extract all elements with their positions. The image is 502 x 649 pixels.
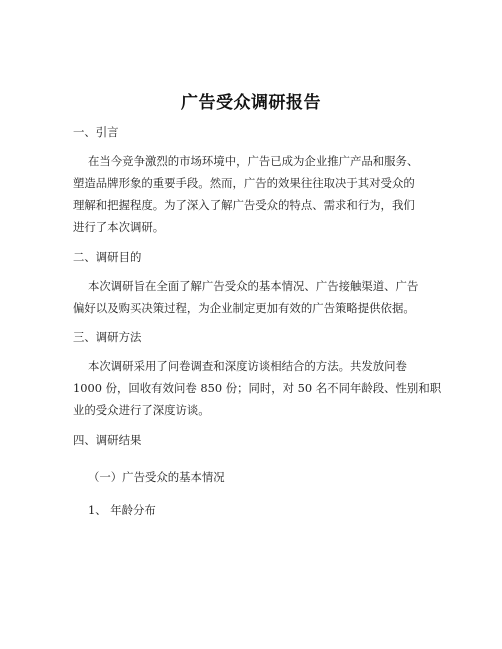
paragraph-line: 本次调研旨在全面了解广告受众的基本情况、广告接触渠道、广告 [88, 279, 419, 293]
paragraph-line: 理解和把握程度。为了深入了解广告受众的特点、需求和行为，我们 [73, 198, 415, 212]
paragraph-line: 1000 份，回收有效问卷 850 份；同时，对 50 名不同年龄段、性别和职 [73, 381, 442, 395]
section-heading-purpose [73, 246, 439, 268]
subheading-audience-basics [73, 466, 439, 488]
paragraph-line: 进行了本次调研。 [73, 220, 165, 234]
heading-text: 四、调研结果 [73, 433, 142, 447]
item-text: 1、 年龄分布 [88, 503, 156, 517]
heading-text: 一、引言 [73, 125, 119, 139]
document-title: 广告受众调研报告 [181, 93, 321, 113]
paragraph-line: 偏好以及购买决策过程，为企业制定更加有效的广告策略提供依据。 [73, 301, 415, 315]
subheading-text: （一）广告受众的基本情况 [88, 470, 225, 484]
heading-text: 二、调研目的 [73, 250, 142, 264]
paragraph-line: 塑造品牌形象的重要手段。然而，广告的效果往往取决于其对受众的 [73, 176, 415, 190]
purpose-paragraph [73, 275, 439, 319]
paragraph-line: 业的受众进行了深度访谈。 [73, 403, 210, 417]
section-heading-method [73, 326, 439, 348]
item-age-distribution [73, 499, 439, 521]
paragraph-line: 本次调研采用了问卷调查和深度访谈相结合的方法。共发放问卷 [88, 359, 407, 373]
section-heading-introduction [73, 121, 439, 143]
method-paragraph [73, 355, 442, 421]
section-heading-results [73, 429, 439, 451]
heading-text: 三、调研方法 [73, 330, 142, 344]
paragraph-line: 在当今竞争激烈的市场环境中，广告已成为企业推广产品和服务、 [88, 154, 419, 168]
introduction-paragraph [73, 150, 439, 238]
